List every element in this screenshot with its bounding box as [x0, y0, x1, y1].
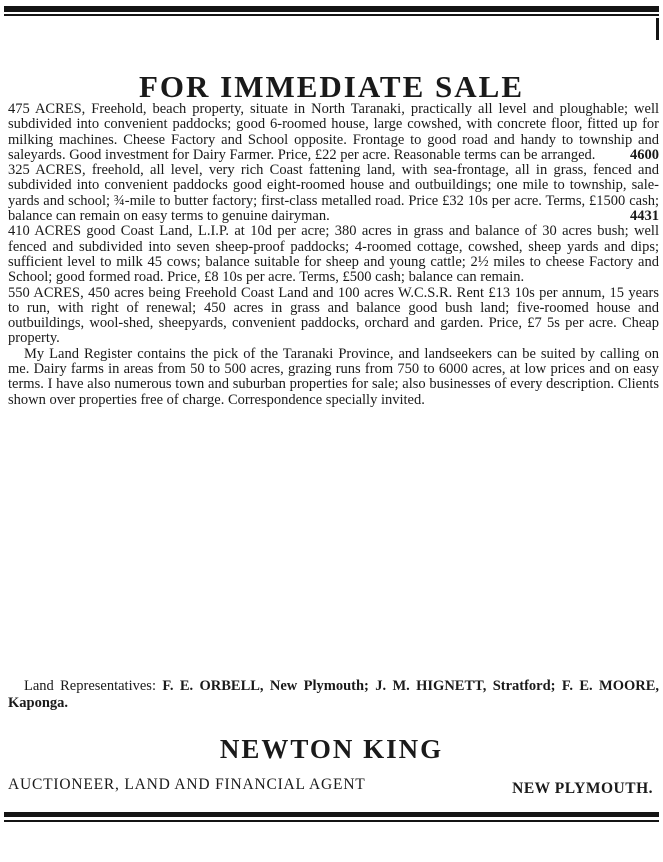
listing-text: 550 ACRES, 450 acres being Freehold Coast Land and 100 acres W.C.S.R. Rent £13 10s per annum, 15 years to run, with right of renewal; 450 acres in grass and balance good bush land; five-roomed house and outbuildings, wool-shed, sheepyards, convenient paddocks, orchard and garden. Price, £7 5s per acre. Cheap property. — [8, 284, 659, 347]
company-name: NEWTON KING — [219, 734, 444, 764]
representatives-lead: Land Representatives: — [24, 678, 156, 694]
listing-number: 4600 — [630, 147, 659, 164]
representative-moore: F. E. MOORE, Kaponga. — [8, 678, 660, 711]
listing-text: 475 ACRES, Freehold, beach property, situate in North Taranaki, practically all level and ploughable; well subdivided into convenient paddocks; good 6-roomed house, large cowshed, with concrete floor, fitted up for milking machines. Cheese Factory and School opposite. Frontage to good road and handy to township and saleyards. Good investment for Dairy Farmer. Price, £22 per acre. Reasonable terms can be arranged. — [8, 101, 659, 163]
listing-number: 4431 — [630, 208, 659, 225]
land-register-paragraph: My Land Register contains the pick of the Taranaki Province, and landseekers can be suited by calling on me. Dairy farms in areas from 50 to 500 acres, grazing runs from 750 to 6000 acres, at low prices and on easy terms. I have also numerous town and suburban properties for sale; also businesses of every description. Clients shown over properties free of charge. Correspondence specially invited. — [8, 345, 659, 408]
bottom-border-rule — [4, 812, 659, 817]
land-representatives — [8, 678, 659, 712]
listing-410-acres — [8, 224, 659, 285]
corner-mark — [656, 18, 659, 40]
listing-text: 410 ACRES good Coast Land, L.I.P. at 10d per acre; 380 acres in grass and balance of 30 acres bush; well fenced and subdivided into seven sheep-proof paddocks; 4-roomed cottage, cowshed, sheep yards and dips; sufficient level to milk 45 cows; balance suitable for sheep and young cattle; 2½ miles to cheese Factory and School; good formed road. Price, £8 10s per acre. Terms, £500 cash; balance can remain. — [8, 223, 659, 286]
listing-text: 325 ACRES, freehold, all level, very rich Coast fattening land, with sea-frontage, all in grass, fenced and subdivided into convenient paddocks good eight-roomed house and outbuildings; one mile to township, sale-yards and school; ¾-mile to butter factory; first-class metalled road. Price £32 10s per acre. Terms, £1500 cash; balance can remain on easy terms to genuine dairyman. — [8, 162, 659, 225]
representative-hignett: J. M. HIGNETT, Stratford; — [375, 678, 556, 694]
top-border-rule — [4, 6, 659, 12]
representative-orbell: F. E. ORBELL, New Plymouth; — [162, 678, 369, 694]
company-role: AUCTIONEER, LAND AND FINANCIAL AGENT — [8, 776, 366, 793]
company-town: NEW PLYMOUTH. — [512, 780, 653, 797]
bottom-border-thin-rule — [4, 820, 659, 822]
top-border-thin-rule — [4, 14, 659, 16]
advert-heading: FOR IMMEDIATE SALE — [138, 69, 525, 104]
listing-475-acres — [8, 102, 659, 163]
listing-550-acres — [8, 286, 659, 347]
advert-body — [8, 102, 659, 408]
